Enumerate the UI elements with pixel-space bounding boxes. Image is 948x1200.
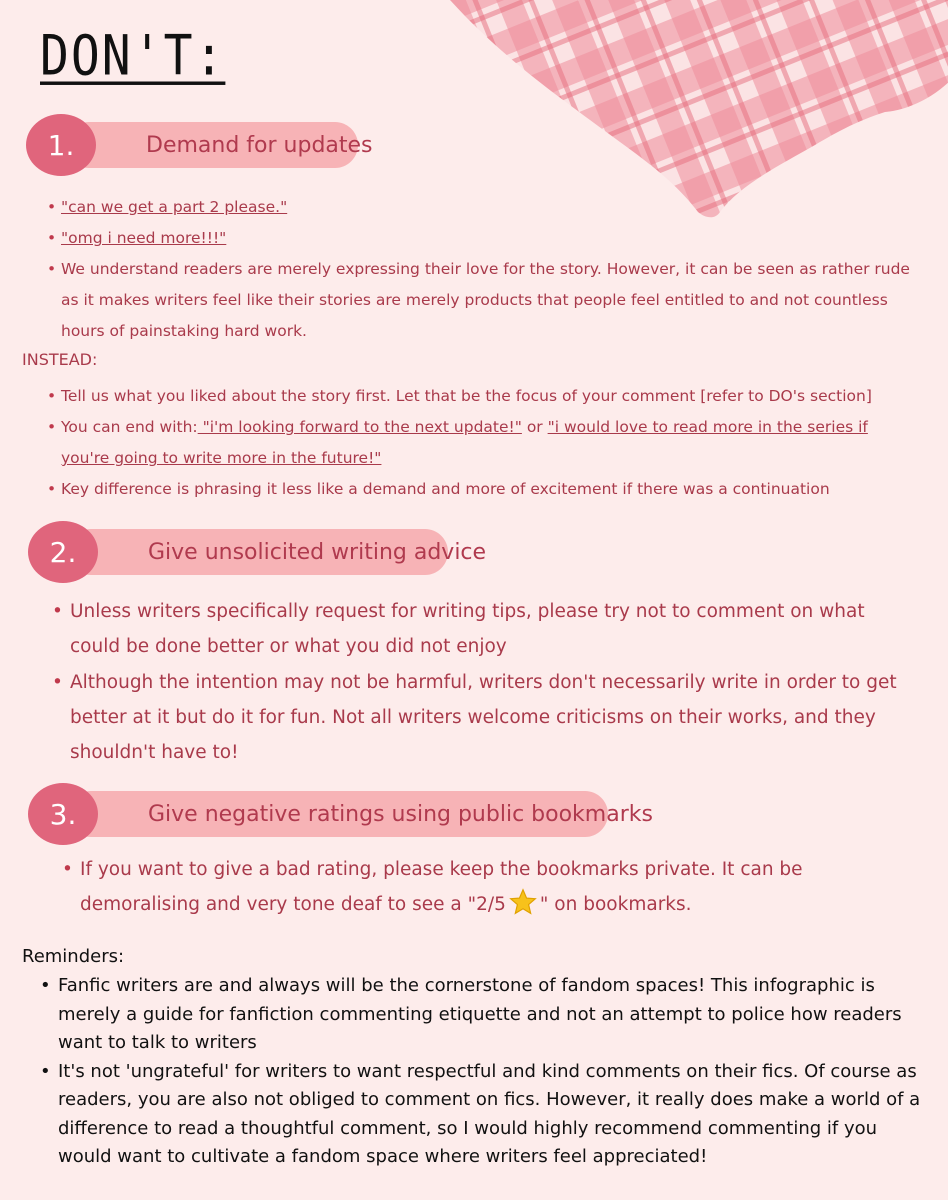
section-2-number: 2. <box>28 521 98 583</box>
reminders-label: Reminders: <box>22 946 125 967</box>
list-item: • Although the intention may not be harmful, writers don't necessarily write in order to get better at it but do it for fun. Not all writers welcome criticisms on their works, and they shouldn't have to! <box>70 665 920 770</box>
list-item: • "can we get a part 2 please." <box>61 192 911 223</box>
list-item: • "omg i need more!!!" <box>61 223 911 254</box>
list-item: • It's not 'ungrateful' for writers to want respectful and kind comments on their fics. Of course as readers, you are also not obliged to comment on fics. However, it really does make a world of a difference to read a thoughtful comment, so I would highly recommend commenting if you would want to cultivate a fandom space where writers feel appreciated! <box>58 1058 928 1172</box>
section-1-heading: Demand for updates <box>66 122 358 168</box>
section-2-heading: Give unsolicited writing advice <box>68 529 448 575</box>
list-item: • You can end with: "i'm looking forward to the next update!" or "i would love to read more in the series if you're going to write more in the future!" <box>61 412 921 474</box>
section-1-bullets <box>61 192 911 347</box>
instead-bullets <box>61 381 921 505</box>
section-3-number: 3. <box>28 783 98 845</box>
list-item: • Fanfic writers are and always will be the cornerstone of fandom spaces! This infographic is merely a guide for fanfiction commenting etiquette and not an attempt to police how readers want to talk to writers <box>58 972 928 1058</box>
section-3-header <box>28 783 653 845</box>
section-2-header <box>28 521 487 583</box>
section-1-number: 1. <box>26 114 96 176</box>
reminders-list <box>58 972 928 1172</box>
list-item: • If you want to give a bad rating, please keep the bookmarks private. It can be demoralising and very tone deaf to see a "2/5 " on bookmarks. <box>80 852 920 922</box>
section-1-header <box>26 114 373 176</box>
instead-label: INSTEAD: <box>22 350 98 369</box>
section-3-bullets <box>80 852 920 923</box>
section-2-bullets <box>70 594 920 771</box>
list-item: • Key difference is phrasing it less like a demand and more of excitement if there was a continuation <box>61 474 921 505</box>
star-icon <box>508 888 538 916</box>
page-title: DON'T: <box>40 24 226 89</box>
list-item: • Tell us what you liked about the story first. Let that be the focus of your comment [refer to DO's section] <box>61 381 921 412</box>
section-3-heading: Give negative ratings using public bookmarks <box>68 791 608 837</box>
list-item: • We understand readers are merely expressing their love for the story. However, it can be seen as rather rude as it makes writers feel like their stories are merely products that people feel entitled to and not countless hours of painstaking hard work. <box>61 254 911 347</box>
list-item: • Unless writers specifically request for writing tips, please try not to comment on what could be done better or what you did not enjoy <box>70 594 920 664</box>
